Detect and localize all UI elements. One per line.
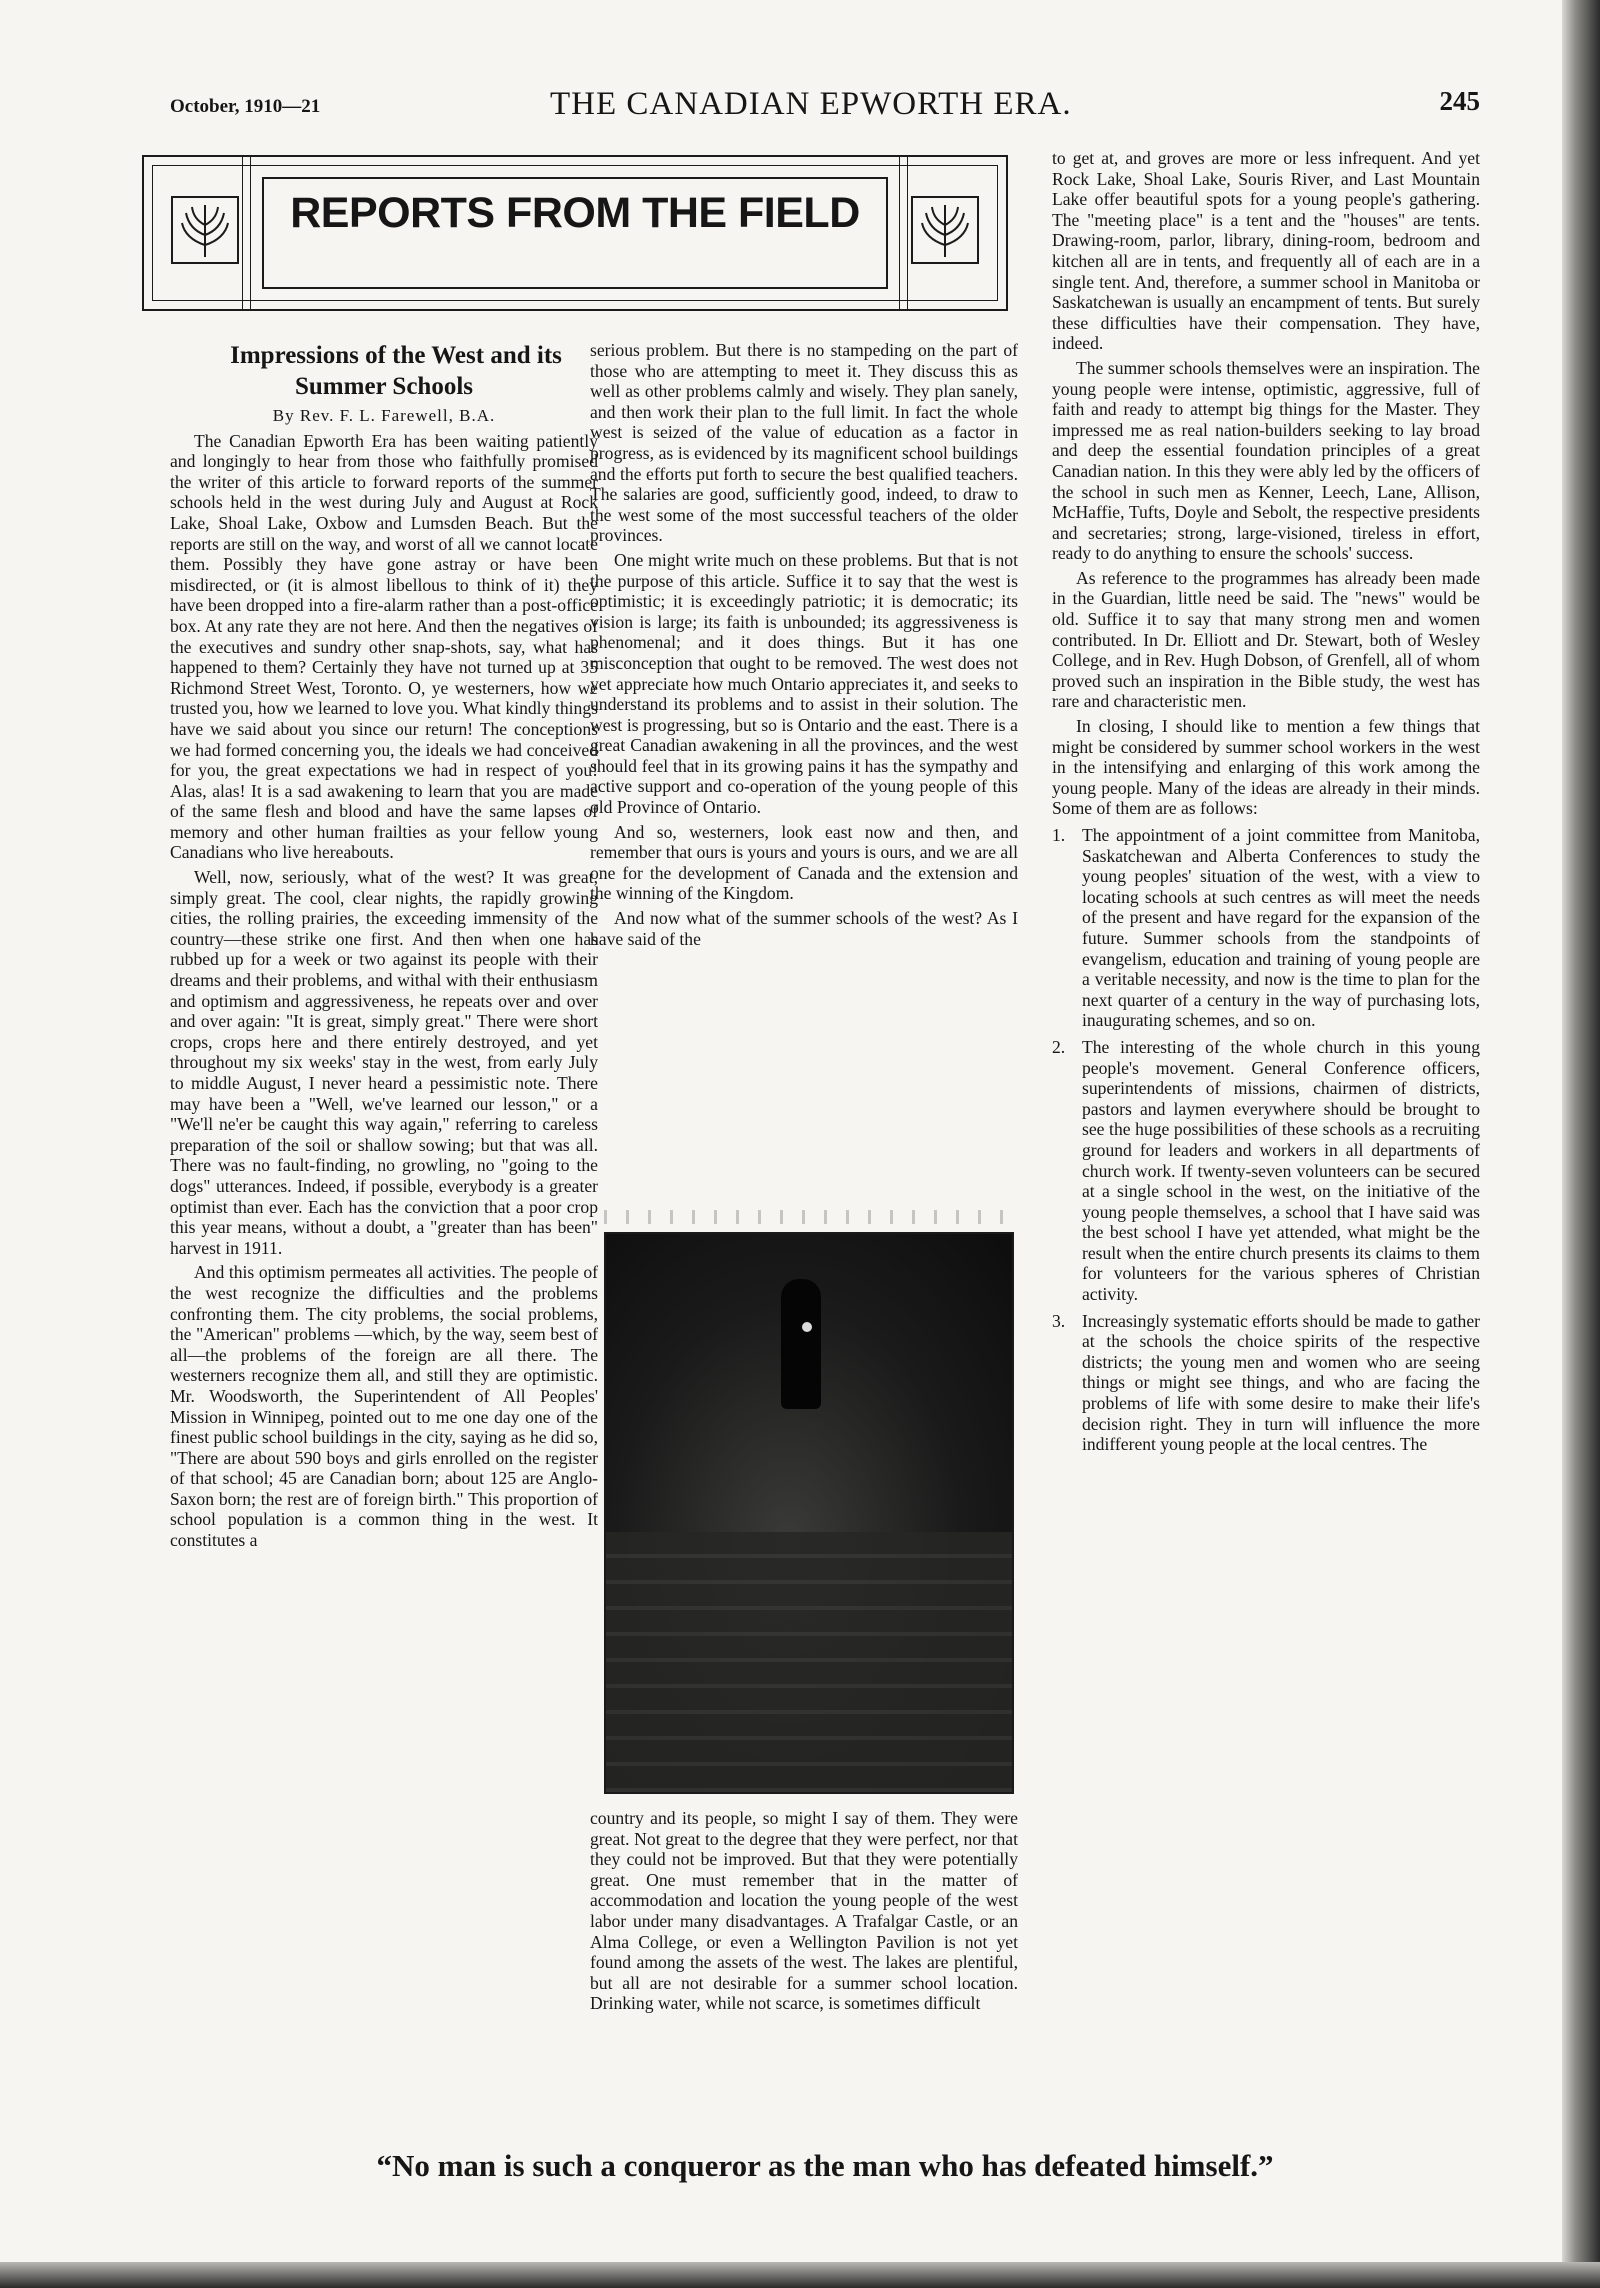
paragraph: And this optimism permeates all activities. The people of the west recognize the difficulties and the problems confronting them. The city problems, the social problems, the "American" problems —which, by the way, seem best of all—the problems of the foreign are all there. The westerners recognize them all, and still they are optimistic. Mr. Woodsworth, the Superintendent of All Peoples' Mission in Winnipeg, pointed out to me one day one of the finest public school buildings in the city, saying as he did so, "There are about 590 boys and girls enrolled on the register of that school; 45 are Canadian born; about 125 are Anglo-Saxon born; the rest are of foreign birth." This proportion of school population is a common thing in the west. It constitutes a — [170, 1262, 598, 1551]
paragraph: The Canadian Epworth Era has been waiting patiently and longingly to hear from those who faithfully promised the writer of this article to forward reports of the summer schools held in the west during July and August at Rock Lake, Shoal Lake, Oxbow and Lumsden Beach. But the reports are still on the way, and worst of all we cannot locate them. Possibly they have gone astray or have been misdirected, or (it is almost libellous to think of it) they have been dropped into a fire-alarm rather than a post-office box. At any rate they are not here. And then the negatives of the executives and sundry other snap-shots, say, what has happened to them? Certainly they have not turned up at 35 Richmond Street West, Toronto. O, ye westerners, how we trusted you, how we learned to love you. What kindly things have we said about you since our return! The conceptions we had formed concerning you, the ideals we had conceived for you, the great expectations we had in respect of you! Alas, alas! It is a sad awakening to learn that you are made of the same flesh and blood and have the same lapses of memory and other human frailties as your fellow young Canadians who live hereabouts. — [170, 430, 598, 863]
paragraph: Well, now, seriously, what of the west? It was great, simply great. The cool, clear nights, the rapidly growing cities, the rolling prairies, the exceeding immensity of the country—these strike one first. And then when one has rubbed up for a week or two against its people with their dreams and their problems, and withal with their enthusiasm and optimism and aggressiveness, he repeats over and over and over again: "It is great, simply great." There were short crops, crops here and there entirely destroyed, and yet throughout my six weeks' stay in the west, from early July to middle August, I never heard a pessimistic note. There may have been a "Well, we've learned our lesson," or a "We'll ne'er be caught this way again," referring to careless preparation of the soil or shallow sowing; but that was all. There was no fault-finding, no growling, no "going to the dogs" utterances. Indeed, if possible, everybody is a greater optimist than ever. Each has the conviction that a poor crop this year means, without a doubt, a "greater than has been" harvest in 1911. — [170, 867, 598, 1258]
list-item: 1. The appointment of a joint committee from Manitoba, Saskatchewan and Alberta Conferences to study the young peoples' situation of the west, with a view to locating schools at such centres as will meet the needs of the present and have regard for the expansion of the future. Summer schools from the standpoints of evangelism, education and training of young people are a veritable necessity, and now is the time to plan for the next quarter of a century in the way of purchasing lots, inaugurating schemes, and so on. — [1052, 825, 1480, 1031]
list-item: 2. The interesting of the whole church in this young people's movement. General Conference officers, superintendents of missions, chairmen of districts, pastors and laymen everywhere should be brought to see the huge possibilities of these schools as a recruiting ground for leaders and workers in all departments of church work. If twenty-seven volunteers can be secured at a single school in the west, on the initiative of the young people themselves, a school that I have said was the best school I have yet attended, what might be the result when the entire church presents its claims to them for volunteers for the various spheres of Christian activity. — [1052, 1036, 1480, 1305]
section-banner — [142, 155, 1008, 311]
paragraph: As reference to the programmes has already been made in the Guardian, little need be said. The "news" would be old. Suffice it to say that many strong men and women contributed. In Dr. Elliott and Dr. Stewart, both of Wesley College, and in Rev. Hugh Dobson, of Grenfell, all of whom proved such an inspiration in the Bible study, the west has rare and characteristic men. — [1052, 567, 1480, 712]
column-3 — [1052, 148, 1480, 1461]
paragraph: And now what of the summer schools of the west? As I have said of the — [590, 908, 1018, 949]
paragraph: The summer schools themselves were an inspiration. The young people were intense, optimistic, aggressive, full of faith and ready to attempt big things for the Master. They impressed me as real nation-builders seeking to lay broad and deep the essential foundation principles of a great Canadian nation. In this they were ably led by the officers of the school in such men as Kenner, Leech, Lane, Allison, McHaffie, Tufts, Doyle and Sebolt, the respective presidents and secretaries; strong, large-visioned, tireless in effort, ready to do anything to ensure the schools' success. — [1052, 357, 1480, 564]
list-item: 3. Increasingly systematic efforts should be made to gather at the schools the choice spirits of the respective districts; the young men and women who are seeing things or might see things, and who are facing the problems of life with some desire to make their life's decision right. They in turn will influence the more indifferent young people at the local centres. The — [1052, 1310, 1480, 1455]
banner-title: REPORTS FROM THE FIELD — [290, 189, 860, 237]
paragraph: In closing, I should like to mention a few things that might be considered by summer school workers in the west in the intensifying and enlarging of this work among the young people. Many of the ideas are already in their minds. Some of them are as follows: — [1052, 716, 1480, 819]
issue-date: October, 1910—21 — [170, 96, 321, 117]
page-edge-bottom — [0, 2262, 1600, 2288]
paragraph: country and its people, so might I say of them. They were great. Not great to the degree that they were perfect, nor that they could not be improved. But that they were potentially great. One must remember that in the matter of accommodation and location the young people of the west labor under many disadvantages. A Trafalgar Castle, or an Alma College, or even a Wellington Pavilion is not yet found among the assets of the west. The lakes are plentiful, but all are not desirable for a summer school location. Drinking water, while not scarce, is sometimes difficult — [590, 1808, 1018, 2014]
recommendations-list — [1052, 825, 1480, 1455]
article-byline: By Rev. F. L. Farewell, B.A. — [272, 406, 496, 425]
magazine-title: THE CANADIAN EPWORTH ERA. — [550, 86, 1072, 122]
halftone-photograph — [604, 1232, 1014, 1794]
page-edge-right — [1562, 0, 1600, 2288]
photo-figure — [781, 1279, 821, 1409]
column-2-top — [590, 340, 1018, 953]
column-2-bottom — [590, 1808, 1018, 2018]
column-1 — [170, 340, 598, 1555]
running-head — [170, 86, 1480, 126]
footer-quote: “No man is such a conqueror as the man who has defeated himself.” — [376, 2148, 1274, 2183]
paragraph: serious problem. But there is no stampeding on the part of those who are attempting to meet it. They discuss this as well as other problems calmly and wisely. They plan sanely, and then work their plan to the full limit. In fact the whole west is seized of the value of education as a factor in progress, as is evidenced by its magnificent school buildings and the efforts put forth to secure the best qualified teachers. The salaries are good, sufficiently good, indeed, to draw to the west some of the most successful teachers of the older provinces. — [590, 340, 1018, 546]
photo-caption-strip — [604, 1210, 1010, 1224]
paragraph: And so, westerners, look east now and then, and remember that ours is yours and yours is ours, and we are all one for the development of Canada and the extension and the winning of the Kingdom. — [590, 821, 1018, 904]
paragraph: One might write much on these problems. But that is not the purpose of this article. Suffice it to say that the west is optimistic; it is exceedingly patriotic; it is democratic; its vision is large; its faith is unbounded; its aggressiveness is phenomenal; and it does things. But it has one misconception that ought to be removed. The west does not yet appreciate how much Ontario appreciates it, and seeks to understand its problems and to assist in their solution. The west is progressing, but so is Ontario and the east. There is a great Canadian awakening in all the provinces, and the west should feel that in its growing pains it has the sympathy and active support and co-operation of the young people of this old Province of Ontario. — [590, 549, 1018, 818]
paragraph: to get at, and groves are more or less infrequent. And yet Rock Lake, Shoal Lake, Souris River, and Last Mountain Lake offer beautiful spots for a young people's gathering. The "meeting place" is a tent and the "houses" are tents. Drawing-room, parlor, library, dining-room, bedroom and kitchen all are in tents, and frequently all of each are in a single tent. And, therefore, a summer school in Manitoba or Saskatchewan is usually an encampment of tents. But surely these difficulties have their compensation. They have, indeed. — [1052, 148, 1480, 354]
article-title: Impressions of the West and its Summer Schools — [230, 342, 562, 400]
page-number: 245 — [1439, 86, 1480, 116]
